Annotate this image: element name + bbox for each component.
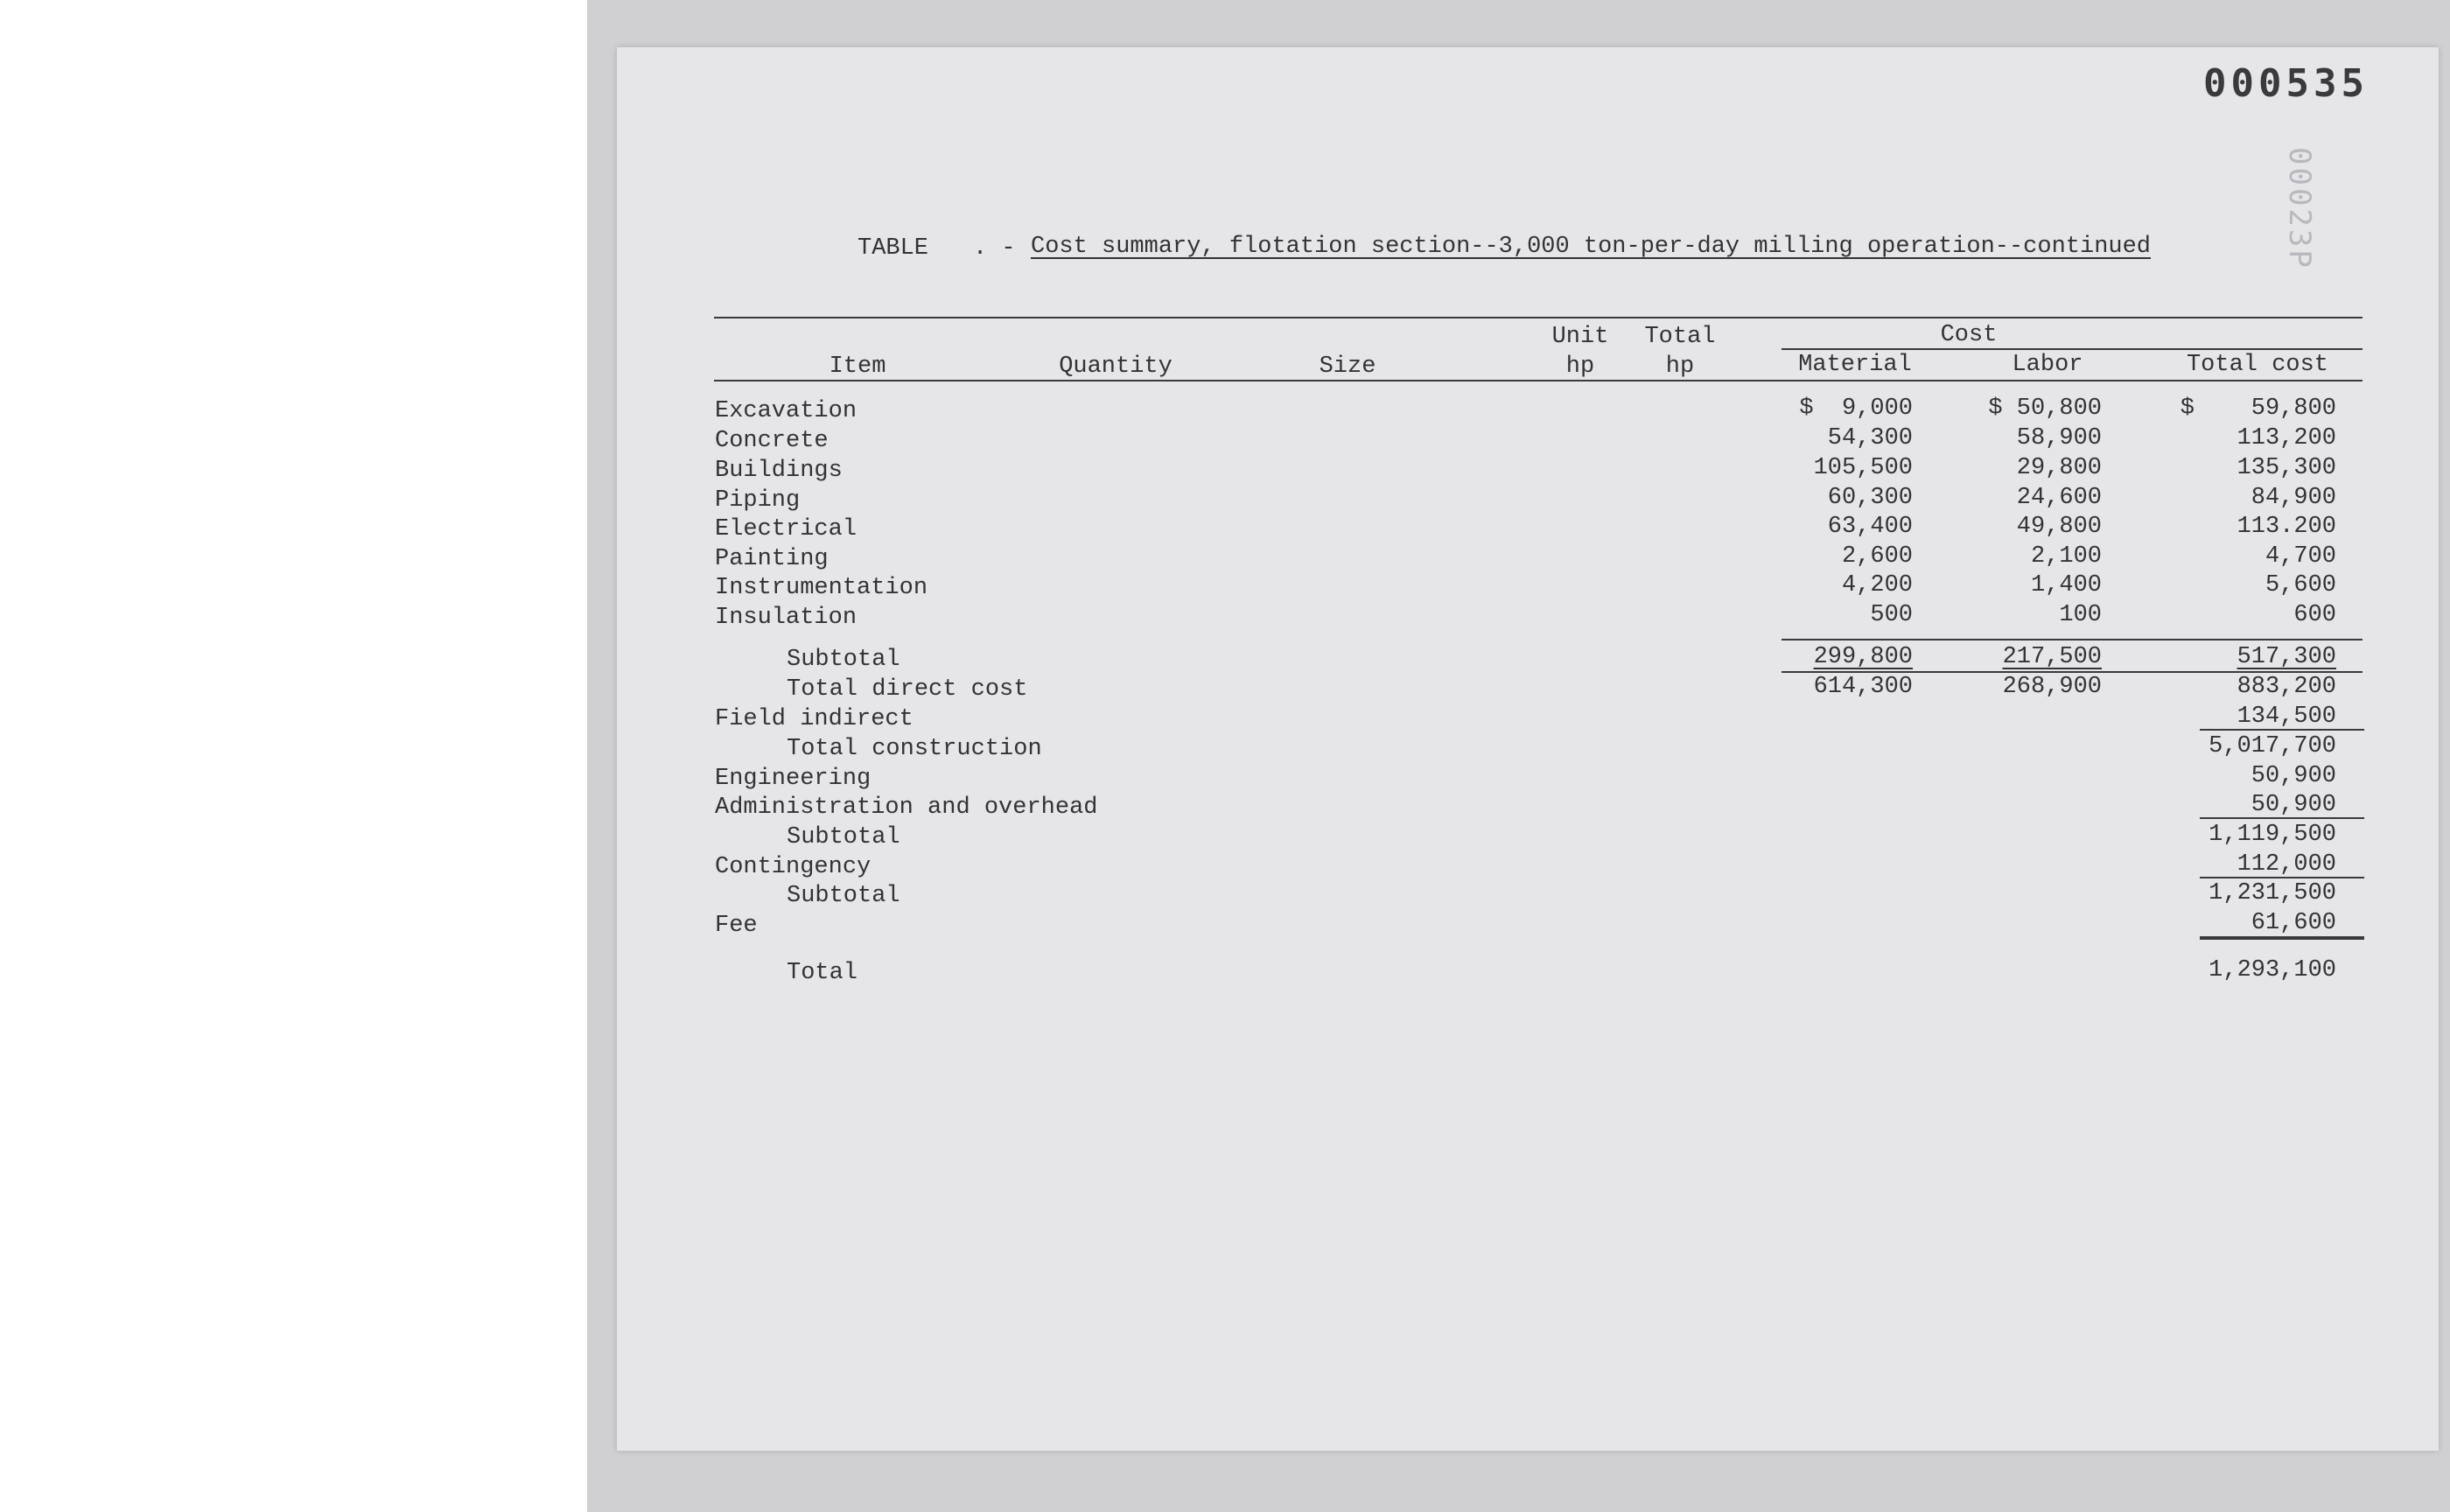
row-labor: 100 (2059, 602, 2102, 628)
header-total-cost: Total cost (2186, 352, 2329, 378)
row-total: 883,200 (2236, 674, 2336, 700)
row-item: Excavation (715, 398, 858, 424)
header-unit-hp-bottom: hp (1565, 354, 1595, 380)
header-material: Material (1798, 352, 1912, 378)
header-labor: Labor (2012, 352, 2083, 378)
row-total: 134,500 (2236, 704, 2336, 730)
row-item: Painting (715, 546, 829, 572)
row-total: 50,900 (2250, 763, 2336, 789)
total-column-rule (2200, 729, 2364, 731)
table-title-separator: . - (973, 235, 1016, 262)
header-item: Item (829, 354, 886, 380)
row-total: 517,300 (2236, 644, 2336, 670)
row-item: Concrete (715, 428, 829, 454)
row-material: 500 (1870, 602, 1913, 628)
header-unit-hp-top: Unit (1551, 324, 1609, 350)
row-material: 60,300 (1827, 485, 1913, 511)
row-material: 105,500 (1813, 455, 1913, 481)
row-labor: 49,800 (2016, 514, 2102, 540)
side-stamp: 00023P (2282, 147, 2317, 270)
row-total: 61,600 (2250, 910, 2336, 936)
cost-header-rule (1782, 348, 2362, 350)
row-total: 84,900 (2250, 485, 2336, 511)
row-total: 113.200 (2236, 514, 2336, 540)
row-total: 5,017,700 (2208, 733, 2336, 760)
row-total: 1,231,500 (2208, 880, 2336, 906)
row-labor: 24,600 (2016, 485, 2102, 511)
row-item: Subtotal (787, 883, 900, 909)
row-item: Instrumentation (715, 575, 928, 601)
row-item: Contingency (715, 854, 872, 880)
row-item: Total construction (787, 736, 1042, 762)
row-item: Buildings (715, 458, 843, 484)
table-top-rule (714, 317, 2362, 318)
header-quantity: Quantity (1059, 354, 1172, 380)
row-item: Fee (715, 913, 758, 939)
row-labor: 2,100 (2030, 543, 2102, 570)
row-material: 299,800 (1813, 644, 1913, 670)
row-item: Total direct cost (787, 676, 1028, 703)
row-item: Subtotal (787, 824, 900, 850)
row-item: Insulation (715, 605, 858, 631)
row-material: $ 9,000 (1799, 396, 1913, 422)
row-labor: 268,900 (2002, 674, 2102, 700)
row-labor: 217,500 (2002, 644, 2102, 670)
header-total-hp-top: Total (1644, 324, 1716, 350)
row-labor: 29,800 (2016, 455, 2102, 481)
row-total: 135,300 (2236, 455, 2336, 481)
row-total: 113,200 (2236, 425, 2336, 452)
document-number: 000535 (2203, 61, 2369, 106)
header-bottom-rule (714, 380, 2362, 382)
table-title: Cost summary, flotation section--3,000 ton-per-day milling operation--continued (1031, 234, 2152, 260)
total-column-rule (2200, 817, 2364, 819)
row-labor: $ 50,800 (1988, 396, 2102, 422)
header-size: Size (1319, 354, 1376, 380)
row-total: 1,119,500 (2208, 822, 2336, 848)
row-material: 2,600 (1841, 543, 1913, 570)
row-total: $ 59,800 (2180, 396, 2336, 422)
row-item: Subtotal (787, 647, 900, 673)
row-total: 4,700 (2264, 543, 2336, 570)
row-material: 614,300 (1813, 674, 1913, 700)
row-labor: 1,400 (2030, 572, 2102, 598)
row-total: 112,000 (2236, 851, 2336, 878)
table-label: TABLE (858, 235, 929, 262)
row-total: 50,900 (2250, 792, 2336, 818)
total-double-rule (2200, 936, 2364, 940)
row-total: 5,600 (2264, 572, 2336, 598)
total-column-rule (2200, 877, 2364, 878)
row-total: 1,293,100 (2208, 957, 2336, 984)
row-item: Piping (715, 487, 801, 514)
row-material: 63,400 (1827, 514, 1913, 540)
row-labor: 58,900 (2016, 425, 2102, 452)
row-total: 600 (2293, 602, 2336, 628)
row-material: 54,300 (1827, 425, 1913, 452)
subtotal-rule (1782, 639, 2362, 640)
row-item: Engineering (715, 766, 872, 792)
row-item: Total (787, 960, 858, 986)
row-item: Electrical (715, 516, 858, 542)
row-item: Field indirect (715, 706, 914, 732)
row-material: 4,200 (1841, 572, 1913, 598)
row-item: Administration and overhead (715, 794, 1098, 821)
header-total-hp-bottom: hp (1665, 354, 1695, 380)
header-cost: Cost (1940, 322, 1998, 348)
